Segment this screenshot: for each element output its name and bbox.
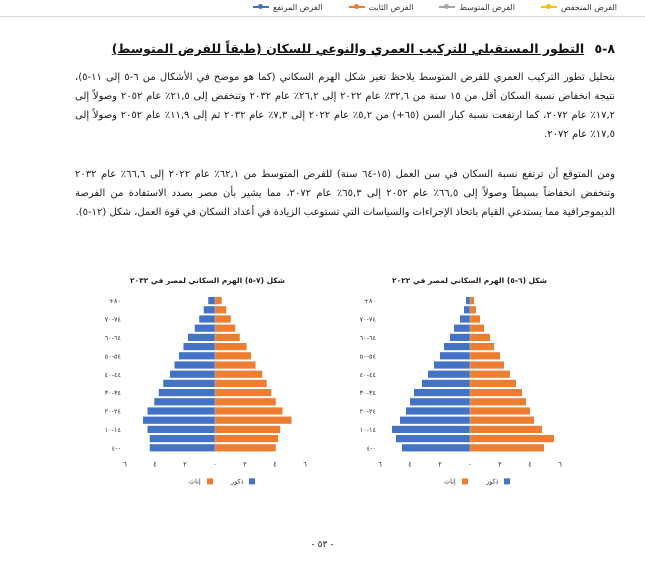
x-tick-label: ٤ (528, 460, 532, 469)
bar-female-16 (215, 297, 222, 304)
x-tick-label: ٢ (183, 460, 187, 469)
x-tick-label: ٠ (213, 460, 217, 469)
bar-male-10 (440, 352, 470, 359)
age-tick-label: ٠-٤ (111, 444, 121, 453)
population-pyramid-2022 (350, 292, 575, 497)
pyramid-legend-swatch (249, 478, 255, 484)
age-tick-label: +٨٠ (363, 297, 376, 306)
age-tick-label: ١٤-١٠ (359, 426, 376, 434)
bar-female-10 (215, 352, 251, 359)
bar-female-15 (215, 306, 226, 313)
age-tick-label: ٦٤-٦٠ (359, 334, 376, 342)
chart-2022-title: شكل (٦-٥) الهرم السكاني لمصر في ٢٠٢٢ (392, 276, 548, 285)
legend-item-2 (349, 3, 414, 12)
age-tick-label: ٦٤-٦٠ (104, 334, 121, 342)
bar-female-1 (215, 435, 278, 442)
bar-male-3 (400, 417, 470, 424)
bar-male-8 (170, 371, 215, 378)
bar-female-1 (470, 435, 554, 442)
pyramid-legend-label: إناث (189, 477, 201, 486)
age-tick-label: ٥٤-٥٠ (104, 352, 121, 361)
x-tick-label: ٦ (123, 460, 127, 469)
bar-male-2 (148, 426, 216, 433)
age-tick-label: ٢٤-٢٠ (359, 407, 376, 416)
bar-female-7 (470, 380, 516, 387)
bar-female-4 (470, 407, 530, 414)
bar-female-5 (470, 398, 526, 405)
x-tick-label: ٤ (273, 460, 277, 469)
bar-male-6 (159, 389, 215, 396)
bar-male-14 (460, 315, 470, 322)
legend-label: الفرض المتوسط (459, 2, 515, 12)
bar-male-16 (208, 297, 215, 304)
bar-male-10 (179, 352, 215, 359)
bar-male-9 (434, 361, 470, 368)
bar-female-2 (470, 426, 542, 433)
bar-male-9 (175, 361, 216, 368)
x-tick-label: ٠ (468, 460, 472, 469)
bar-female-11 (215, 343, 247, 350)
pyramid-legend-label: إناث (444, 477, 456, 486)
bar-female-9 (470, 361, 504, 368)
bar-female-7 (215, 380, 267, 387)
bar-male-6 (414, 389, 470, 396)
bar-male-3 (143, 417, 215, 424)
bar-female-3 (215, 417, 292, 424)
bar-male-0 (150, 444, 215, 451)
bar-female-11 (470, 343, 494, 350)
bar-male-5 (154, 398, 215, 405)
bar-female-13 (470, 325, 484, 332)
bar-male-15 (204, 306, 215, 313)
page-number: - ٥٣ - (311, 540, 334, 550)
legend-label: الفرض المرتفع (272, 2, 323, 12)
section-title: التطور المستقبلي للتركيب العمري والنوعي للسكان (طبقاً للفرض المتوسط) (111, 41, 585, 56)
x-tick-label: ٢ (438, 460, 442, 469)
bar-male-15 (464, 306, 470, 313)
bar-male-11 (444, 343, 470, 350)
bar-female-4 (215, 407, 283, 414)
bar-male-1 (396, 435, 470, 442)
age-tick-label: ٣٤-٣٠ (359, 389, 376, 398)
bar-female-9 (215, 361, 256, 368)
bar-male-14 (199, 315, 215, 322)
age-tick-label: ٥٤-٥٠ (359, 352, 376, 361)
section-heading (112, 41, 615, 56)
pyramid-legend-swatch (504, 478, 510, 484)
pyramid-legend-item-1 (485, 477, 510, 485)
bar-female-16 (470, 297, 474, 304)
bar-female-12 (470, 334, 490, 341)
paragraph-1: بتحليل تطور التركيب العمري للفرض المتوسط يلاحظ تغير شكل الهرم السكاني (كما هو موضح في الأشكال من ٦-٥ إلى ١١-٥)، نتيجة انخفاض نسبة السكان أقل من ١٥ سنة من ٣٢,٦٪ عام ٢٠٢٢ إلى ٢٦,٢٪ عام ٢٠٣٢ وتنخفض إلى ٢١,٥٪ عام ٢٠٥٢ وصولاً إلى ١٧,٢٪ عام ٢٠٧٢، كما ارتفعت نسبة كبار السن (٦٥+) من ٥,٢٪ عام ٢٠٢٢ إلى ٧,٣٪ عام ٢٠٣٢ ثم إلى ١١,٩٪ عام ٢٠٥٢ وصولاً إلى ١٧,٥٪ عام ٢٠٧٢. (75, 72, 615, 140)
legend-swatch-icon (439, 6, 455, 8)
bar-male-7 (422, 380, 470, 387)
bar-male-12 (188, 334, 215, 341)
bar-female-0 (470, 444, 544, 451)
x-tick-label: ٦ (558, 460, 562, 469)
legend-swatch-icon (349, 6, 365, 8)
bar-female-5 (215, 398, 276, 405)
section-number: ٨-٥ (594, 41, 615, 56)
bar-male-5 (410, 398, 470, 405)
bar-male-12 (450, 334, 470, 341)
bar-female-2 (215, 426, 280, 433)
legend-swatch-icon (253, 6, 269, 8)
bar-female-13 (215, 325, 235, 332)
x-tick-label: ٤ (408, 460, 412, 469)
legend-label: الفرض المنخفض (560, 2, 617, 12)
pyramid-legend-item-0 (189, 477, 213, 485)
top-legend (0, 0, 645, 14)
bar-male-8 (428, 371, 470, 378)
legend-swatch-icon (541, 6, 557, 8)
bar-female-14 (470, 315, 480, 322)
bar-male-1 (150, 435, 215, 442)
pyramid-legend-item-1 (230, 477, 255, 485)
x-tick-label: ٢ (498, 460, 502, 469)
population-pyramid-2032 (95, 292, 320, 497)
bar-female-3 (470, 417, 534, 424)
bar-female-15 (470, 306, 476, 313)
age-tick-label: +٨٠ (108, 297, 121, 306)
bar-male-2 (392, 426, 470, 433)
bar-female-8 (470, 371, 510, 378)
age-tick-label: ٢٤-٢٠ (104, 407, 121, 416)
x-tick-label: ٦ (378, 460, 382, 469)
pyramid-legend-label: ذكور (486, 477, 499, 486)
bar-male-13 (195, 325, 215, 332)
bar-male-7 (163, 380, 215, 387)
bar-male-13 (454, 325, 470, 332)
legend-item-3 (253, 3, 323, 12)
pyramid-legend-swatch (207, 478, 213, 484)
bar-male-0 (402, 444, 470, 451)
age-tick-label: ٧٤-٧٠ (359, 315, 376, 324)
bar-female-6 (470, 389, 522, 396)
bar-female-14 (215, 315, 231, 322)
legend-label: الفرض الثابت (368, 2, 414, 12)
legend-item-0 (541, 3, 617, 12)
age-tick-label: ٤٤-٤٠ (359, 370, 376, 379)
age-tick-label: ٧٤-٧٠ (104, 315, 121, 324)
bar-male-16 (466, 297, 470, 304)
age-tick-label: ٠-٤ (366, 444, 376, 453)
legend-item-1 (439, 3, 514, 12)
paragraph-2: ومن المتوقع أن ترتفع نسبة السكان في سن العمل (١٥-٦٤ سنة) للفرض المتوسط من ٦٢,١٪ عام ٢٠٢٢ إلى ٦٦,٦٪ عام ٢٠٣٢ وتنخفض انخفاضاً بسيطاً وصولاً إلى ٦٦,٥٪ عام ٢٠٥٢ إلى ٦٥,٣٪ عام ٢٠٧٢، مما يشير بأن مصر بصدد الاستفادة من الفرصة الديموجرافية مما يستدعي القيام باتخاذ الإجراءات والسياسات التي تستوعب الزيادة في أعداد السكان في قوة العمل، شكل (١٢-٥). (75, 169, 615, 218)
bar-female-8 (215, 371, 262, 378)
pyramid-legend-swatch (462, 478, 468, 484)
age-tick-label: ٣٤-٣٠ (104, 389, 121, 398)
age-tick-label: ١٤-١٠ (104, 426, 121, 434)
bar-female-6 (215, 389, 271, 396)
bar-female-10 (470, 352, 500, 359)
x-tick-label: ٢ (243, 460, 247, 469)
x-tick-label: ٤ (153, 460, 157, 469)
pyramid-legend-item-0 (444, 477, 468, 485)
bar-male-11 (184, 343, 216, 350)
bar-female-12 (215, 334, 240, 341)
chart-2032-title: شكل (٧-٥) الهرم السكاني لمصر في ٢٠٣٢ (130, 276, 286, 285)
bar-male-4 (406, 407, 470, 414)
x-tick-label: ٦ (303, 460, 307, 469)
bar-female-0 (215, 444, 276, 451)
age-tick-label: ٤٤-٤٠ (104, 370, 121, 379)
bar-male-4 (148, 407, 216, 414)
pyramid-legend-label: ذكور (231, 477, 244, 486)
